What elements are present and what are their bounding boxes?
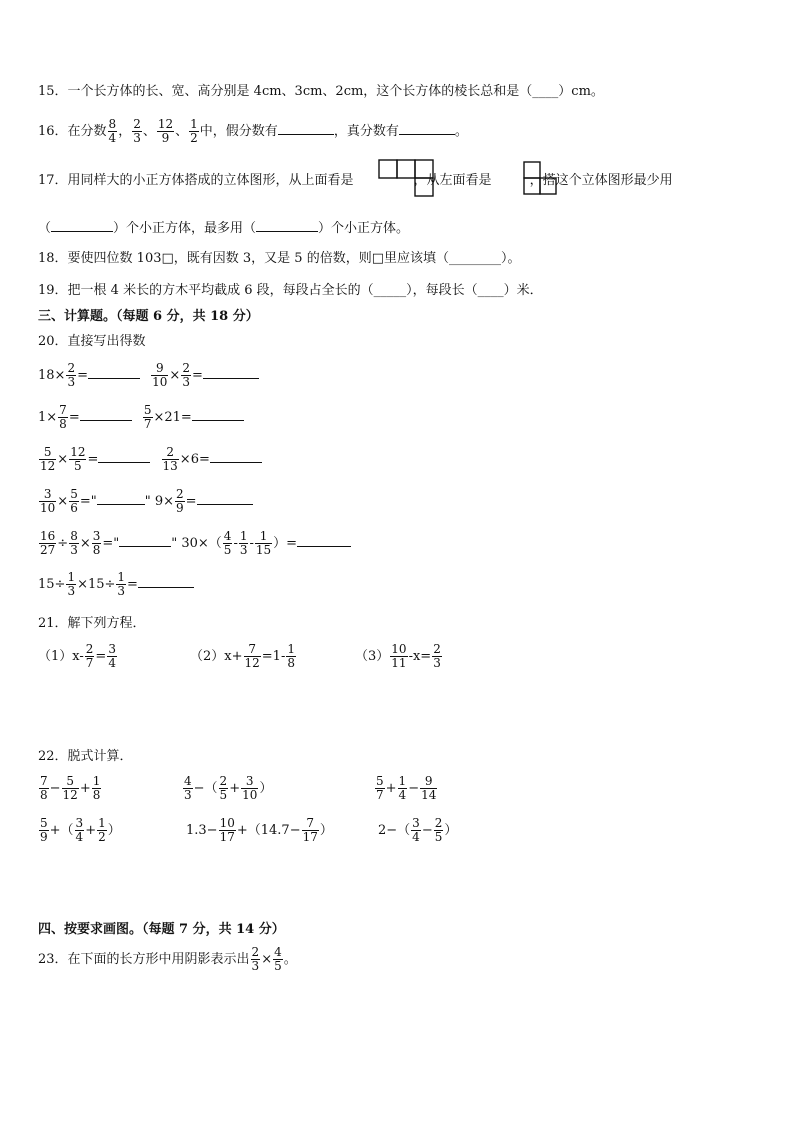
fraction: $\frac{5}{12}$ xyxy=(40,445,56,473)
fraction: $\frac{12}{5}$ xyxy=(70,445,86,473)
fraction: $\frac{1}{15}$ xyxy=(255,529,272,557)
calc-row-4: $\frac{3}{10}$ × $\frac{5}{6}$ =" " 9× $\frac{2}{9}$ = xyxy=(38,488,253,515)
equation-3: （3） $\frac{10}{11}$ -x= $\frac{2}{3}$ xyxy=(355,642,441,670)
calc-row-2: 1× $\frac{7}{8}$ = $\frac{5}{7}$ ×21= xyxy=(38,404,244,431)
expr-6: 2−（ $\frac{3}{4}$ − $\frac{2}{5}$ ） xyxy=(378,816,458,844)
question-17: 17．用同样大的小正方体搭成的立体图形，从上面看是 ，从左面看是 ，搭这个立体图形最少用 xyxy=(38,173,673,188)
fraction: $\frac{2}{3}$ xyxy=(251,945,260,973)
question-23: 23．在下面的长方形中用阴影表示出 $\frac{2}{3}$ × $\frac{4}{5}$ 。 xyxy=(38,945,297,973)
answer-blank[interactable] xyxy=(256,219,318,232)
fraction: $\frac{2}{3}$ xyxy=(67,361,76,389)
answer-blank[interactable] xyxy=(88,366,140,379)
fraction: $\frac{3}{4}$ xyxy=(108,642,116,670)
question-18: 18．要使四位数 103□，既有因数 3，又是 5 的倍数，则□里应该填（________）。 xyxy=(38,251,521,266)
fraction: $\frac{7}{8}$ xyxy=(59,403,67,431)
answer-blank[interactable] xyxy=(210,450,262,463)
question-22-title: 22．脱式计算． xyxy=(38,749,133,764)
calc-row-5: $\frac{16}{27}$ ÷ $\frac{8}{3}$ × $\frac{3}{8}$ =" " 30×（ $\frac{4}{5}$ - $\frac{1}{3}$ - $\frac{1}{15}$ ）= xyxy=(38,530,351,557)
fraction: $\frac{1}{3}$ xyxy=(117,570,126,598)
answer-blank[interactable] xyxy=(119,534,171,547)
question-16: 16．在分数 $\frac{8}{4}$ ， $\frac{2}{3}$ 、 $\frac{12}{9}$ 、 $\frac{1}{2}$ 中，假分数有 ，真分数有 。 xyxy=(38,117,468,145)
answer-blank[interactable] xyxy=(97,492,145,505)
fraction: $\frac{5}{6}$ xyxy=(70,487,78,515)
equation-1: （1）x- $\frac{2}{7}$ = $\frac{3}{4}$ xyxy=(38,642,116,670)
answer-blank[interactable] xyxy=(399,122,455,135)
fraction: $\frac{4}{5}$ xyxy=(274,945,282,973)
fraction: $\frac{1}{3}$ xyxy=(67,570,76,598)
answer-blank[interactable] xyxy=(192,408,244,421)
answer-blank[interactable] xyxy=(203,366,259,379)
expr-5: 1.3− $\frac{10}{17}$ +（14.7− $\frac{7}{17}$ ） xyxy=(186,816,333,844)
answer-blank[interactable] xyxy=(138,575,194,588)
fraction: $\frac{8}{4}$ xyxy=(108,117,117,145)
section-4-heading: 四、按要求画图。（每题 7 分，共 14 分） xyxy=(38,922,285,937)
fraction: $\frac{8}{3}$ xyxy=(70,529,78,557)
fraction: $\frac{2}{3}$ xyxy=(433,642,441,670)
question-17-line2: （ ）个小正方体，最多用（ ）个小正方体。 xyxy=(38,221,410,236)
fraction: $\frac{3}{8}$ xyxy=(92,529,101,557)
answer-blank[interactable] xyxy=(297,534,351,547)
question-15: 15．一个长方体的长、宽、高分别是 4cm、3cm、2cm，这个长方体的棱长总和是（____）cm。 xyxy=(38,84,604,99)
top-view-figure xyxy=(378,158,436,198)
question-21-title: 21．解下列方程． xyxy=(38,616,146,631)
fraction: $\frac{1}{2}$ xyxy=(190,117,198,145)
answer-blank[interactable] xyxy=(197,492,253,505)
answer-blank[interactable] xyxy=(51,219,113,232)
expr-2: $\frac{4}{3}$ −（ $\frac{2}{5}$ + $\frac{3}{10}$ ） xyxy=(184,774,273,802)
calc-row-3: $\frac{5}{12}$ × $\frac{12}{5}$ = $\frac{2}{13}$ ×6= xyxy=(38,446,262,473)
fraction: $\frac{7}{12}$ xyxy=(244,642,260,670)
fraction: $\frac{16}{27}$ xyxy=(40,529,56,557)
left-view-figure xyxy=(522,160,558,198)
fraction: $\frac{2}{3}$ xyxy=(182,361,190,389)
fraction: $\frac{4}{5}$ xyxy=(223,529,232,557)
calc-row-6: 15÷ $\frac{1}{3}$ ×15÷ $\frac{1}{3}$ = xyxy=(38,571,194,598)
question-19: 19．把一根 4 米长的方木平均截成 6 段，每段占全长的（_____），每段长（____）米． xyxy=(38,283,543,298)
section-3-heading: 三、计算题。（每题 6 分，共 18 分） xyxy=(38,309,259,324)
fraction: $\frac{1}{3}$ xyxy=(239,529,248,557)
expr-3: $\frac{5}{7}$ + $\frac{1}{4}$ − $\frac{9}{14}$ xyxy=(376,774,437,802)
fraction: $\frac{1}{8}$ xyxy=(287,642,295,670)
equation-2: （2）x+ $\frac{7}{12}$ =1- $\frac{1}{8}$ xyxy=(190,642,295,670)
answer-blank[interactable] xyxy=(98,450,150,463)
fraction: $\frac{9}{10}$ xyxy=(152,361,168,389)
question-20-title: 20．直接写出得数 xyxy=(38,334,146,349)
fraction: $\frac{10}{11}$ xyxy=(391,642,407,670)
expr-1: $\frac{7}{8}$ − $\frac{5}{12}$ + $\frac{1}{8}$ xyxy=(40,774,101,802)
expr-4: $\frac{5}{9}$ +（ $\frac{3}{4}$ + $\frac{1}{2}$ ） xyxy=(40,816,121,844)
fraction: $\frac{2}{9}$ xyxy=(175,487,184,515)
answer-blank[interactable] xyxy=(80,408,132,421)
fraction: $\frac{5}{7}$ xyxy=(143,403,152,431)
fraction: $\frac{12}{9}$ xyxy=(157,117,174,145)
fraction: $\frac{3}{10}$ xyxy=(40,487,56,515)
answer-blank[interactable] xyxy=(278,122,334,135)
q16-prefix: 16．在分数 xyxy=(38,124,107,139)
calc-row-1: 18× $\frac{2}{3}$ = $\frac{9}{10}$ × $\frac{2}{3}$ = xyxy=(38,362,259,389)
fraction: $\frac{2}{7}$ xyxy=(85,642,94,670)
fraction: $\frac{2}{13}$ xyxy=(162,445,178,473)
fraction: $\frac{2}{3}$ xyxy=(133,117,141,145)
